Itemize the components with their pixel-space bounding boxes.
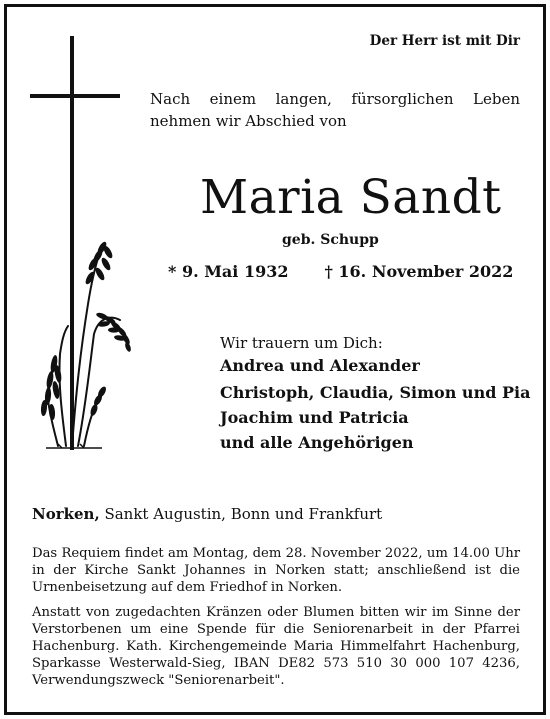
- donation-line: Hachenburg. Kath. Kirchengemeinde Maria Himmelfahrt Hachenburg,: [32, 639, 520, 654]
- motto: Der Herr ist mit Dir: [369, 33, 520, 49]
- donation-line: Verwendungszweck "Seniorenarbeit".: [32, 673, 285, 688]
- donation-line: Verstorbenen um eine Spende für die Seniorenarbeit in der Pfarrei: [32, 622, 520, 637]
- life-dates: [168, 262, 513, 281]
- mourner-line: Christoph, Claudia, Simon und Pia: [220, 383, 531, 402]
- intro-line-1: Nach einem langen, fürsorglichen Leben: [150, 90, 520, 108]
- mourner-line: und alle Angehörigen: [220, 433, 414, 452]
- donation-line: Sparkasse Westerwald-Sieg, IBAN DE82 573 510 30 000 107 4236,: [32, 656, 520, 671]
- donation-paragraph: [32, 604, 520, 689]
- donation-line: Anstatt von zugedachten Kränzen oder Blumen bitten wir im Sinne der: [32, 605, 520, 620]
- places-line: [32, 505, 382, 523]
- mourners-intro: Wir trauern um Dich:: [220, 334, 383, 352]
- cross-with-wheat-icon: [28, 34, 148, 454]
- place-rest: Sankt Augustin, Bonn und Frankfurt: [99, 505, 383, 523]
- death-date: † 16. November 2022: [324, 262, 514, 281]
- intro-line-2: nehmen wir Abschied von: [150, 112, 347, 130]
- mourner-line: Joachim und Patricia: [220, 408, 409, 427]
- deceased-name: Maria Sandt: [200, 170, 502, 225]
- intro-text: [150, 88, 520, 132]
- birth-date: * 9. Mai 1932: [168, 262, 289, 281]
- mourner-line: Andrea und Alexander: [220, 356, 420, 375]
- place-main: Norken,: [32, 505, 100, 523]
- requiem-paragraph: Das Requiem findet am Montag, dem 28. November 2022, um 14.00 Uhr in der Kirche Sankt Johannes in Norken statt; anschließend ist die Urnenbeisetzung auf dem Friedhof in Norken.: [32, 546, 520, 595]
- maiden-name: geb. Schupp: [282, 232, 379, 248]
